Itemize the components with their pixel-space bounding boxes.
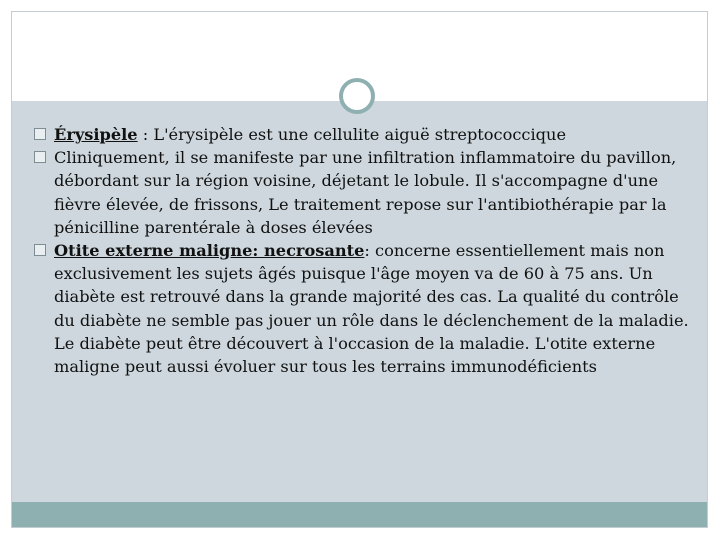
bullet-text: : concerne essentiellement mais non exclusivement les sujets âgés puisque l'âge moyen va de 60 à 75 ans. Un diabète est retrouvé dans la grande majorité des cas. La qualité du contrôle du diabète ne semble pas jouer un rôle dans le déclenchement de la maladie. Le diabète peut être découvert à l'occasion de la maladie. L'otite externe maligne peut aussi évoluer sur tous les terrains immunodéficients xyxy=(54,241,689,377)
bullet-term: Otite externe maligne: necrosante xyxy=(54,241,365,261)
bullet-erysipele xyxy=(34,123,694,146)
bullet-term: Érysipèle xyxy=(54,125,138,144)
bullet-list xyxy=(34,123,694,378)
bullet-text: : L'érysipèle est une cellulite aiguë streptococcique xyxy=(137,125,567,144)
checkbox-bullet-icon xyxy=(34,128,46,140)
checkbox-bullet-icon xyxy=(34,244,46,256)
bullet-text: Cliniquement, il se manifeste par une infiltration inflammatoire du pavillon, débordant sur la région voisine, déjetant le lobule. Il s'accompagne d'une fièvre élevée, de frissons, Le traitement repose sur l'antibiothérapie par la pénicilline parentérale à doses élevées xyxy=(54,148,677,237)
bullet-cliniquement xyxy=(34,146,694,239)
bullet-otite-externe-maligne xyxy=(34,239,694,378)
checkbox-bullet-icon xyxy=(34,151,46,163)
